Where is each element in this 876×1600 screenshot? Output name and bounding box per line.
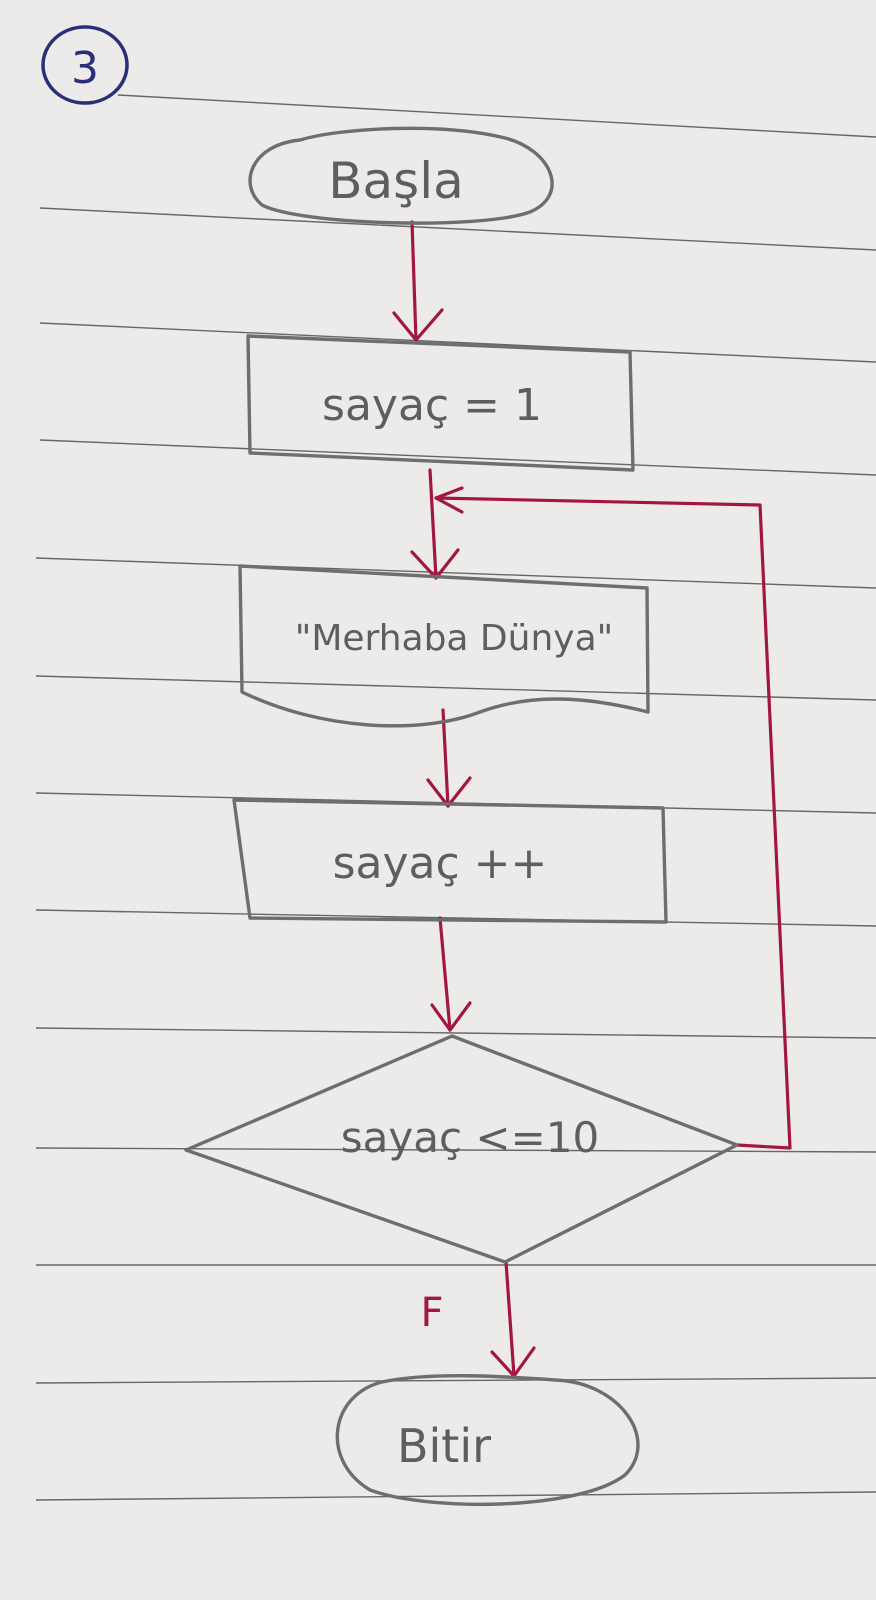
ruled-line — [36, 910, 876, 926]
problem-number-badge — [43, 27, 127, 103]
ruled-line — [36, 1492, 876, 1500]
edge-check-end — [506, 1262, 514, 1376]
ruled-line — [40, 323, 876, 362]
ruled-line — [36, 676, 876, 700]
ruled-line — [40, 208, 876, 250]
ruled-line — [40, 440, 876, 475]
check-label: sayaç <=10 — [340, 1113, 600, 1162]
arrowhead-start-init — [394, 310, 442, 340]
edge-print-increment — [443, 710, 448, 806]
edge-increment-check — [440, 918, 450, 1030]
increment-label: sayaç ++ — [332, 838, 548, 889]
ruled-line — [36, 1378, 876, 1383]
problem-number: 3 — [71, 43, 99, 94]
edge-label-false: F — [420, 1290, 444, 1336]
start-label: Başla — [328, 152, 464, 210]
ruled-line — [36, 558, 876, 588]
init-label: sayaç = 1 — [322, 380, 542, 431]
ruled-line — [118, 95, 876, 137]
print-label: "Merhaba Dünya" — [294, 618, 614, 659]
edge-start-init — [412, 222, 416, 340]
edge-init-print — [430, 470, 436, 578]
shapes — [186, 128, 737, 1504]
end-label: Bitir — [396, 1419, 492, 1473]
